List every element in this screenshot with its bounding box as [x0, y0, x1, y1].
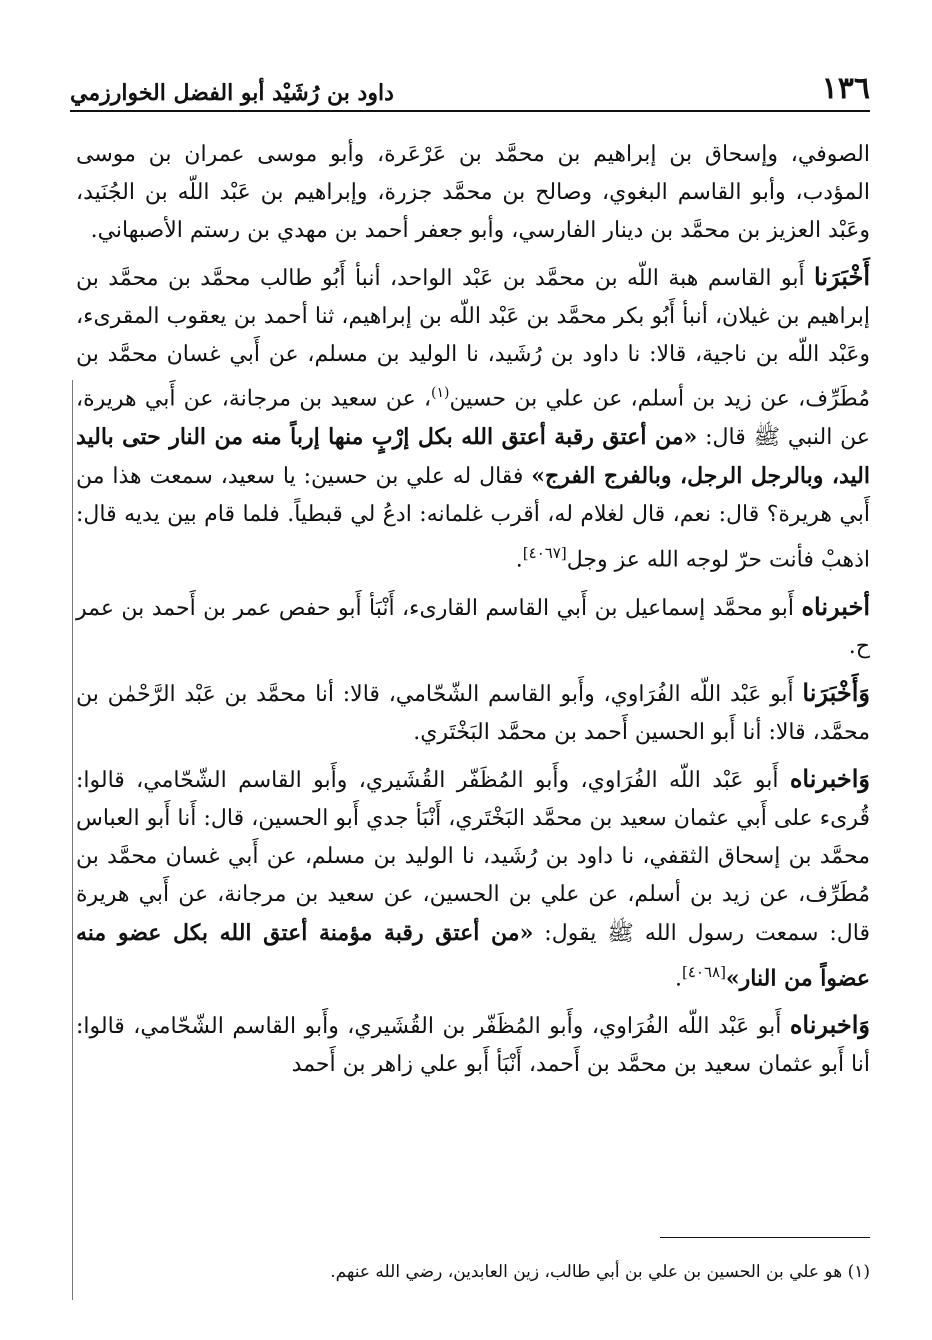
footnote-marker: (١) [431, 385, 450, 401]
footnote [200, 1258, 870, 1286]
paragraph-lead: وَاخبرناه [789, 1009, 870, 1039]
paragraph-end: . [674, 965, 682, 991]
hadith-number: [٤٠٦٨] [681, 962, 726, 981]
hadith-text: «من أعتق رقبة أعتق الله بكل إرْبٍ منها إرباً منه من النار حتى باليد اليد، وبالرجل الرجل، وبالفرج الفرج» [76, 424, 870, 490]
paragraph-end: . [515, 547, 523, 573]
footnote-text: هو علي بن الحسين بن علي بن أبي طالب، زين العابدين، رضي الله عنهم. [330, 1262, 843, 1282]
page-header [70, 66, 870, 112]
paragraph-text: فقال له علي بن حسين: يا سعيد، سمعت هذا من أَبي هريرة؟ قال: نعم، قال لغلام له، أقرب غلمانه: ادعُ لي قبطياً. فلما قام بين يديه قال: اذهبْ فأنت حرّ لوجه الله عز وجل [76, 464, 870, 573]
paragraph-text: أَبو عَبْد اللّه الفُرَاوي، وأَبو القاسم الشّحّامي، قالا: أنا محمَّد بن عَبْد الرَّحْمٰن بن محمَّد، قالا: أنا أَبو الحسين أَحمد بن محمَّد البَخْتَري. [76, 681, 870, 745]
paragraph-text: الصوفي، وإسحاق بن إبراهيم بن محمَّد بن عَرْعَرة، وأبو موسى عمران بن موسى المؤدب، وأبو القاسم البغوي، وصالح بن محمَّد جزرة، وإبراهيم بن عَبْد اللّه بن الجُنَيد، وعَبْد العزيز بن محمَّد بن دينار الفارسي، وأبو جعفر أحمد بن مهدي بن رستم الأصبهاني. [76, 142, 870, 243]
footnote-rule [660, 1237, 870, 1238]
paragraph-lead: وَأَخْبَرَنا [802, 677, 870, 707]
footnote-number: (١) [847, 1262, 870, 1282]
hadith-text: «من أعتق رقبة مؤمنة أعتق الله بكل عضو منه عضواً من النار» [76, 919, 870, 991]
paragraph-lead: أخبرناه [801, 591, 870, 621]
paragraph-6 [76, 1006, 870, 1084]
body-text [76, 136, 870, 1092]
paragraph-text: أَبو القاسم هبة اللّه بن محمَّد بن عَبْد الواحد، أنبأ أَبُو طالب محمَّد بن محمَّد بن إبراهيم بن غيلان، أنبأ أَبُو بكر محمَّد بن عَبْد اللّه بن إبراهيم، ثنا أحمد بن يعقوب المقرىء، وعَبْد اللّه بن ناجية، قالا: نا داود بن رُشَيد، نا الوليد بن مسلم، عن أَبي غسان محمَّد بن مُطَرِّف، عن زيد بن أسلم، عن علي بن حسين [76, 266, 870, 412]
paragraph-text: أَبو عَبْد اللّه الفُرَاوي، وأَبو المُظَفّر بن القُشَيري، وأَبو القاسم الشّحّامي، قالوا: أنا أَبو عثمان سعيد بن محمَّد بن أَحمد، أَنْبَأ أَبو علي زاهر بن أَحمد [76, 1013, 870, 1077]
paragraph-text: أَبو عَبْد اللّه الفُرَاوي، وأَبو المُظَفّر القُشَيري، وأَبو القاسم الشّحّامي، قالوا: قُرىء على أَبي عثمان سعيد بن محمَّد البَخْتَري، أَنْبَأ جدي أَبو الحسين، قال: أَنا أَبو العباس محمَّد بن إسحاق الثقفي، نا داود بن رُشَيد، نا الوليد بن مسلم، عن أَبي غسان محمَّد بن مُطَرِّف، عن زيد بن أسلم، عن علي بن الحسين، عن سعيد بن مرجانة، عن أَبي هريرة قال: سمعت رسول الله ﷺ يقول: [76, 767, 871, 946]
paragraph-lead: أَخْبَرَنا [814, 262, 870, 291]
page-number: ١٣٦ [821, 71, 870, 106]
hadith-number: [٤٠٦٧] [522, 544, 567, 563]
paragraph-text: ، عن سعيد بن مرجانة، عن أَبي هريرة، عن النبي ﷺ قال: [76, 386, 870, 451]
margin-rule [72, 380, 73, 1300]
paragraph-2 [76, 258, 870, 580]
paragraph-text: أَبو محمَّد إسماعيل بن أَبي القاسم القارىء، أَنْبَأ أَبو حفص عمر بن أَحمد بن عمر ح. [76, 595, 870, 659]
paragraph-1 [76, 136, 870, 250]
paragraph-4 [76, 674, 870, 752]
paragraph-5 [76, 760, 870, 998]
running-title: داود بن رُشَيْد أبو الفضل الخوارزمي [70, 80, 394, 106]
paragraph-lead: وَاخبرناه [789, 763, 870, 793]
paragraph-3 [76, 588, 870, 666]
